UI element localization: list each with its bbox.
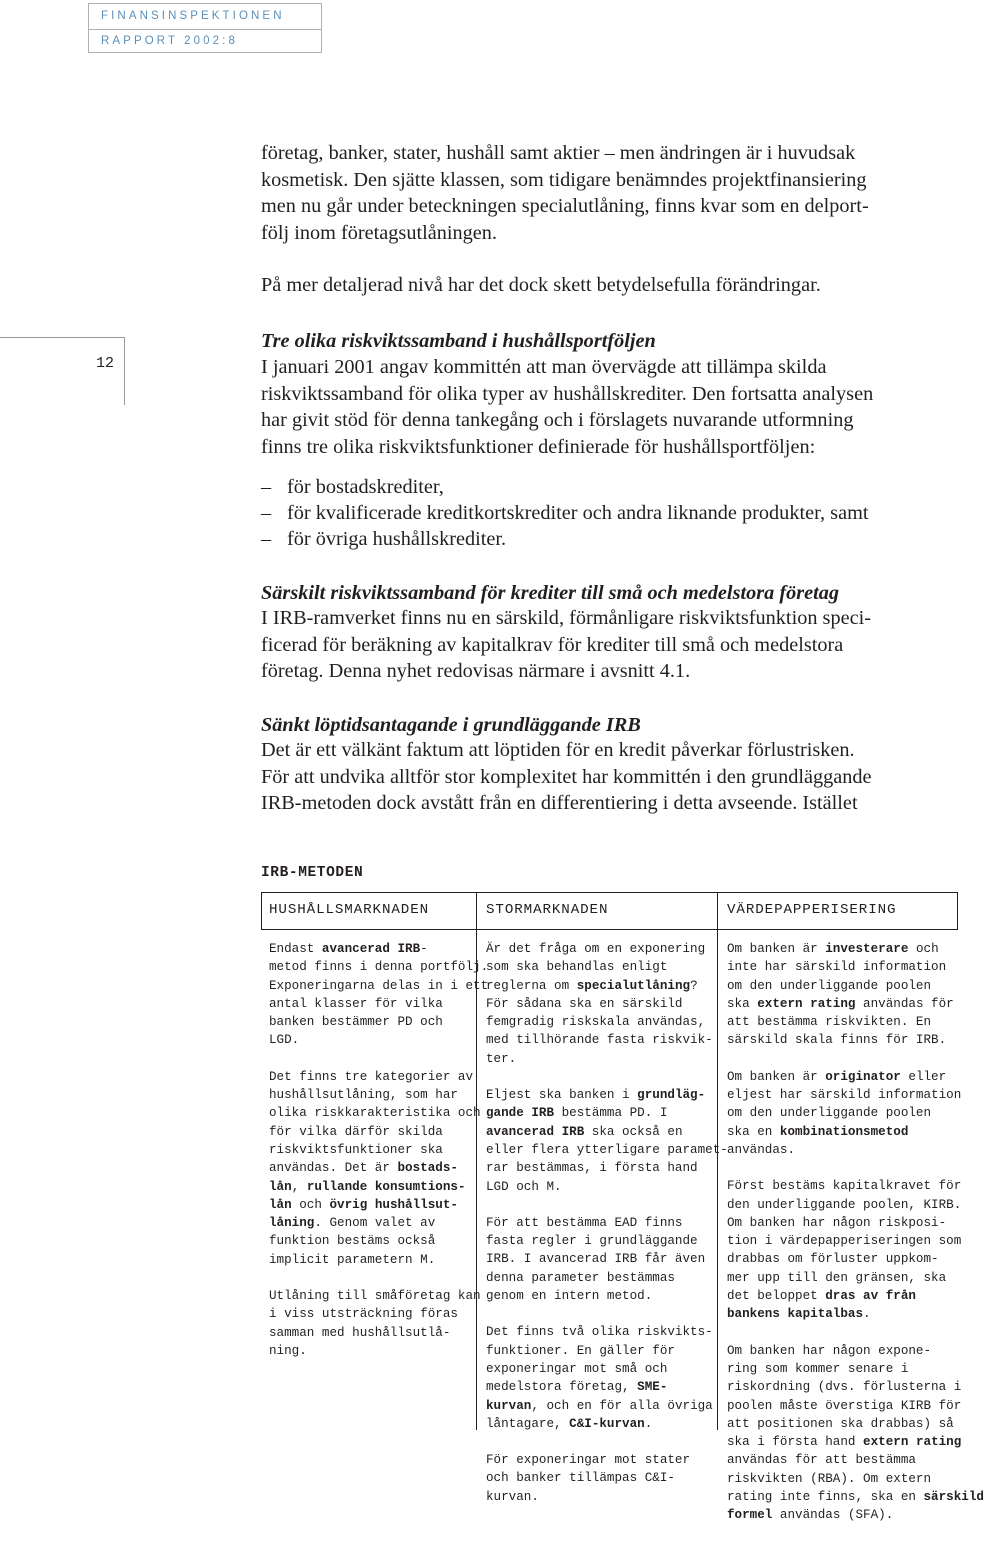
box-text-line xyxy=(269,1178,488,1196)
text-segment: om den underliggande poolen xyxy=(727,978,932,993)
intro-second-paragraph: På mer detaljerad nivå har det dock skett betydelsefulla förändringar. xyxy=(261,274,821,296)
text-line: riskviktssamband för olika typer av hushållskrediter. Den fortsatta analysen xyxy=(261,382,874,405)
section-heading: Särskilt riskviktssamband för krediter till små och medelstora företag xyxy=(261,582,840,604)
text-segment: banken bestämmer PD och xyxy=(269,1015,443,1030)
box-text-line xyxy=(269,1342,488,1360)
box-text-line xyxy=(727,1433,984,1451)
box-text-line xyxy=(269,1068,488,1086)
text-segment: hushållsutlåning, som har xyxy=(269,1088,458,1103)
text-segment: ning. xyxy=(269,1343,307,1358)
column-divider xyxy=(476,892,477,930)
paragraph-gap xyxy=(486,1068,728,1086)
page-number-rule xyxy=(0,337,124,338)
text-segment: riskordning (dvs. förlusterna i xyxy=(727,1380,962,1395)
emphasis-term: C&I-kurvan xyxy=(569,1416,645,1431)
text-segment: metod finns i denna portfölj. xyxy=(269,960,489,975)
text-line: kosmetisk. Den sjätte klassen, som tidigare benämndes projektfinansiering xyxy=(261,168,867,191)
list-dash: – xyxy=(261,476,272,498)
text-segment: funktion bestäms också xyxy=(269,1234,436,1249)
page-number-marker xyxy=(0,337,125,405)
box-text-line xyxy=(486,1250,728,1268)
box-text-line xyxy=(486,995,728,1013)
text-segment: inte har särskild information xyxy=(727,960,947,975)
column-body-wholesale xyxy=(486,940,728,1506)
text-segment: För sådana ska en särskild xyxy=(486,996,683,1011)
box-text-line xyxy=(486,1141,728,1159)
paragraph-gap xyxy=(269,1269,488,1287)
box-text-line xyxy=(486,1214,728,1232)
box-text-line xyxy=(269,1141,488,1159)
box-text-line xyxy=(486,1031,728,1049)
text-segment: som ska behandlas enligt xyxy=(486,960,668,975)
box-text-line xyxy=(486,1323,728,1341)
text-line: företag, banker, stater, hushåll samt aktier – men ändringen är i huvudsak xyxy=(261,142,856,164)
box-text-line xyxy=(269,1287,488,1305)
text-segment: ska xyxy=(727,996,758,1011)
box-text-line xyxy=(486,1469,728,1487)
paragraph-gap xyxy=(486,1433,728,1451)
box-text-line xyxy=(486,1397,728,1415)
text-segment: Om banken är xyxy=(727,1069,826,1084)
paragraph-gap xyxy=(727,1050,984,1068)
text-segment: tion i värdepapperiseringen som xyxy=(727,1234,962,1249)
text-line: I januari 2001 angav kommittén att man övervägde att tillämpa skilda xyxy=(261,356,827,378)
text-segment: Om banken har någon expone- xyxy=(727,1343,932,1358)
text-segment: ska också en xyxy=(584,1124,683,1139)
box-text-line xyxy=(727,977,984,995)
text-segment: Exponeringarna delas in i ett xyxy=(269,978,489,993)
text-segment: denna parameter bestämmas xyxy=(486,1270,675,1285)
text-segment: . xyxy=(644,1416,653,1431)
box-text-line xyxy=(486,1086,728,1104)
text-segment: LGD. xyxy=(269,1033,300,1048)
text-line: följ inom företagsutlåningen. xyxy=(261,221,497,244)
text-segment: Är det fråga om en exponering xyxy=(486,942,706,956)
emphasis-term: extern rating xyxy=(863,1435,962,1450)
box-text-line xyxy=(727,1123,984,1141)
section3-paragraph xyxy=(261,737,951,817)
emphasis-term: gande IRB xyxy=(486,1106,555,1121)
box-text-line xyxy=(727,1378,984,1396)
box-text-line xyxy=(486,1488,728,1506)
column-body-securitisation xyxy=(727,940,984,1525)
box-text-line xyxy=(486,1050,728,1068)
box-text-line xyxy=(727,1470,984,1488)
box-text-line xyxy=(269,1013,488,1031)
report-id: RAPPORT 2002:8 xyxy=(101,35,238,47)
box-text-line xyxy=(486,1451,728,1469)
emphasis-term: originator xyxy=(825,1069,901,1084)
text-segment: funktioner. En gäller för xyxy=(486,1343,675,1358)
text-segment: kurvan. xyxy=(486,1489,539,1504)
box-text-line xyxy=(727,1488,984,1506)
text-segment: poolen måste överstiga KIRB för xyxy=(727,1398,962,1413)
text-segment: låntagare, xyxy=(486,1416,570,1431)
box-text-line xyxy=(269,1086,488,1104)
text-line: men nu går under beteckningen specialutlåning, finns kvar som en delport- xyxy=(261,195,869,217)
text-line: har givit stöd för denna tankegång och i förslagets nuvarande utformning xyxy=(261,409,854,431)
box-text-line xyxy=(486,1013,728,1031)
box-text-line xyxy=(486,1123,728,1141)
list-item-text: för övriga hushållskrediter. xyxy=(287,528,507,550)
text-segment: ter. xyxy=(486,1051,517,1066)
text-segment: exponeringar mot små och xyxy=(486,1361,668,1376)
page-number: 12 xyxy=(96,355,115,372)
text-segment: fasta regler i grundläggande xyxy=(486,1234,698,1249)
box-text-line xyxy=(269,1196,488,1214)
emphasis-term: investerare xyxy=(825,942,909,956)
box-text-line xyxy=(486,1232,728,1250)
text-segment: och xyxy=(291,1197,330,1212)
box-text-line xyxy=(727,1342,984,1360)
box-text-line xyxy=(727,940,984,958)
emphasis-term: avancerad IRB xyxy=(486,1124,585,1139)
text-segment: att bestämma riskvikten. En xyxy=(727,1015,932,1030)
box-text-line xyxy=(486,1178,728,1196)
box-text-line xyxy=(486,1415,728,1433)
section-heading: Tre olika riskviktssamband i hushållsportföljen xyxy=(261,330,656,352)
text-segment: . Genom valet av xyxy=(314,1216,436,1231)
box-text-line xyxy=(486,1159,728,1177)
text-segment: Om banken har någon riskposi- xyxy=(727,1215,947,1230)
text-line: I IRB-ramverket finns nu en särskild, förmånligare riskviktsfunktion speci- xyxy=(261,607,871,629)
text-segment: riskviktsfunktioner ska xyxy=(269,1142,443,1157)
box-text-line xyxy=(269,958,488,976)
emphasis-term: övrig hushållsut- xyxy=(329,1197,458,1212)
text-segment: eller xyxy=(900,1069,947,1084)
paragraph-gap xyxy=(269,1050,488,1068)
text-segment: i viss utsträckning föras xyxy=(269,1307,458,1322)
emphasis-term: specialutlåning xyxy=(576,978,691,993)
text-segment: om den underliggande poolen xyxy=(727,1106,932,1121)
text-segment: För att bestämma EAD finns xyxy=(486,1215,683,1230)
box-text-line xyxy=(727,1415,984,1433)
box-text-line xyxy=(727,1305,984,1323)
emphasis-term: extern rating xyxy=(757,996,856,1011)
emphasis-term: kombinationsmetod xyxy=(779,1124,909,1139)
text-segment: användas. xyxy=(727,1142,796,1157)
text-segment: Om banken är xyxy=(727,942,826,956)
emphasis-term: formel xyxy=(727,1508,773,1523)
box-text-line xyxy=(269,1104,488,1122)
box-text-line xyxy=(727,1104,984,1122)
box-text-line xyxy=(269,1214,488,1232)
text-segment: det beloppet xyxy=(727,1289,826,1304)
text-segment: och banker tillämpas C&I- xyxy=(486,1471,675,1486)
intro-paragraph xyxy=(261,140,951,246)
box-title: IRB-METODEN xyxy=(261,865,364,881)
column-header: VÄRDEPAPPERISERING xyxy=(727,902,897,918)
emphasis-term: SME- xyxy=(637,1380,668,1395)
emphasis-term: lån xyxy=(269,1179,292,1194)
box-text-line xyxy=(486,1360,728,1378)
box-text-line xyxy=(269,1123,488,1141)
box-text-line xyxy=(486,1269,728,1287)
publisher-name: FINANSINSPEKTIONEN xyxy=(101,10,285,22)
text-segment: rating inte finns, ska en xyxy=(727,1490,924,1505)
text-segment: femgradig riskskala användas, xyxy=(486,1015,706,1030)
text-segment: Endast xyxy=(269,942,322,956)
box-text-line xyxy=(269,995,488,1013)
box-text-line xyxy=(269,1031,488,1049)
text-segment: antal klasser för vilka xyxy=(269,996,443,1011)
list-dash: – xyxy=(261,528,272,550)
text-segment: bestämma PD. I xyxy=(554,1106,668,1121)
text-line: företag. Denna nyhet redovisas närmare i avsnitt 4.1. xyxy=(261,660,691,682)
text-segment: användas för att bestämma xyxy=(727,1453,916,1468)
text-segment: Utlåning till småföretag kan xyxy=(269,1289,481,1304)
box-text-line xyxy=(727,1250,984,1268)
paragraph-gap xyxy=(486,1305,728,1323)
paragraph-gap xyxy=(486,1196,728,1214)
text-segment: . xyxy=(863,1307,871,1322)
list-item-text: för kvalificerade kreditkortskrediter och andra liknande produkter, samt xyxy=(287,502,869,524)
text-segment: för vilka därför skilda xyxy=(269,1124,443,1139)
text-segment: implicit parametern M. xyxy=(269,1252,436,1267)
box-text-line xyxy=(727,1397,984,1415)
text-segment: användas (SFA). xyxy=(772,1508,894,1523)
box-text-line xyxy=(727,1269,984,1287)
box-text-line xyxy=(727,1013,984,1031)
text-segment: , och en för alla övriga xyxy=(531,1398,713,1413)
text-segment: mer upp till den gränsen, ska xyxy=(727,1270,947,1285)
text-segment: - xyxy=(420,942,428,956)
emphasis-term: avancerad IRB xyxy=(321,942,421,956)
text-segment: riskvikten (RBA). Om extern xyxy=(727,1471,932,1486)
text-segment: eller flera ytterligare paramet- xyxy=(486,1142,728,1157)
text-segment: reglerna om xyxy=(486,978,577,993)
box-text-line xyxy=(727,1451,984,1469)
text-segment: genom en intern metod. xyxy=(486,1289,653,1304)
text-segment: LGD och M. xyxy=(486,1179,562,1194)
column-header: HUSHÅLLSMARKNADEN xyxy=(269,902,430,918)
box-text-line xyxy=(269,1305,488,1323)
text-line: För att undvika alltför stor komplexitet har kommittén i den grundläggande xyxy=(261,765,872,788)
column-header: STORMARKNADEN xyxy=(486,902,609,918)
text-segment: användas för xyxy=(855,996,954,1011)
text-segment: drabbas om förluster uppkom- xyxy=(727,1252,939,1267)
box-text-line xyxy=(727,1214,984,1232)
column-body-household xyxy=(269,940,488,1360)
text-line: finns tre olika riskviktsfunktioner definierade för hushållsportföljen: xyxy=(261,435,816,458)
paragraph-gap xyxy=(727,1159,984,1177)
section2-paragraph xyxy=(261,605,951,685)
emphasis-term: kurvan xyxy=(486,1398,532,1413)
section1-paragraph xyxy=(261,354,951,460)
box-text-line xyxy=(486,958,728,976)
emphasis-term: rullande konsumtions- xyxy=(306,1179,466,1194)
box-text-line xyxy=(727,1232,984,1250)
box-text-line xyxy=(486,1378,728,1396)
box-text-line xyxy=(486,940,728,958)
box-text-line xyxy=(727,1360,984,1378)
text-segment: med tillhörande fasta riskvik- xyxy=(486,1033,713,1048)
text-segment: IRB. I avancerad IRB får även xyxy=(486,1252,706,1267)
report-header xyxy=(88,3,322,53)
text-segment: särskild skala finns för IRB. xyxy=(727,1033,947,1048)
box-text-line xyxy=(727,1031,984,1049)
box-text-line xyxy=(269,1251,488,1269)
text-segment: att positionen ska drabbas) så xyxy=(727,1416,954,1431)
text-segment: samman med hushållsutlå- xyxy=(269,1325,451,1340)
box-text-line xyxy=(727,995,984,1013)
box-text-line xyxy=(269,1324,488,1342)
box-text-line xyxy=(727,1287,984,1305)
box-text-line xyxy=(269,1232,488,1250)
text-segment: ring som kommer senare i xyxy=(727,1361,909,1376)
emphasis-term: grundläg- xyxy=(637,1088,706,1103)
emphasis-term: dras av från xyxy=(825,1289,916,1304)
text-segment: För exponeringar mot stater xyxy=(486,1453,691,1468)
box-text-line xyxy=(486,977,728,995)
box-text-line xyxy=(727,1506,984,1524)
list-item-text: för bostadskrediter, xyxy=(287,476,444,498)
box-text-line xyxy=(486,1342,728,1360)
text-segment: medelstora företag, xyxy=(486,1380,638,1395)
text-segment: rar bestämmas, i första hand xyxy=(486,1161,698,1176)
emphasis-term: bankens kapitalbas xyxy=(727,1307,864,1322)
text-segment: eljest har särskild information xyxy=(727,1088,962,1103)
text-segment: Först bestäms kapitalkravet för xyxy=(727,1179,962,1194)
emphasis-term: bostads- xyxy=(397,1161,458,1176)
emphasis-term: låning xyxy=(269,1216,315,1231)
box-text-line xyxy=(727,958,984,976)
text-segment: Det finns tre kategorier av xyxy=(269,1069,474,1084)
text-segment: ? xyxy=(690,978,698,993)
text-segment: Det finns två olika riskvikts- xyxy=(486,1325,713,1340)
box-text-line xyxy=(727,1196,984,1214)
box-text-line xyxy=(727,1177,984,1195)
box-text-line xyxy=(486,1287,728,1305)
paragraph-gap xyxy=(727,1324,984,1342)
box-text-line xyxy=(486,1104,728,1122)
box-text-line xyxy=(269,1159,488,1177)
box-text-line xyxy=(269,940,488,958)
text-segment: den underliggande poolen, KIRB. xyxy=(727,1197,962,1212)
text-segment: olika riskkarakteristika och xyxy=(269,1106,481,1121)
text-segment: ska i första hand xyxy=(727,1435,864,1450)
list-dash: – xyxy=(261,502,272,524)
column-divider xyxy=(717,892,718,930)
box-text-line xyxy=(269,977,488,995)
box-text-line xyxy=(727,1086,984,1104)
text-line: IRB-metoden dock avstått från en differentiering i detta avseende. Istället xyxy=(261,792,858,814)
text-segment: användas. Det är xyxy=(269,1161,398,1176)
text-segment: , xyxy=(291,1179,307,1194)
text-line: ficerad för beräkning av kapitalkrav för krediter till små och medelstora xyxy=(261,633,844,656)
text-line: Det är ett välkänt faktum att löptiden för en kredit påverkar förlustrisken. xyxy=(261,739,855,761)
text-segment: ska en xyxy=(727,1124,780,1139)
box-text-line xyxy=(727,1141,984,1159)
emphasis-term: särskild xyxy=(923,1490,984,1505)
box-text-line xyxy=(727,1068,984,1086)
emphasis-term: lån xyxy=(269,1197,292,1212)
text-segment: Eljest ska banken i xyxy=(486,1088,638,1103)
text-segment: och xyxy=(908,942,939,956)
section-heading: Sänkt löptidsantagande i grundläggande IRB xyxy=(261,714,641,736)
